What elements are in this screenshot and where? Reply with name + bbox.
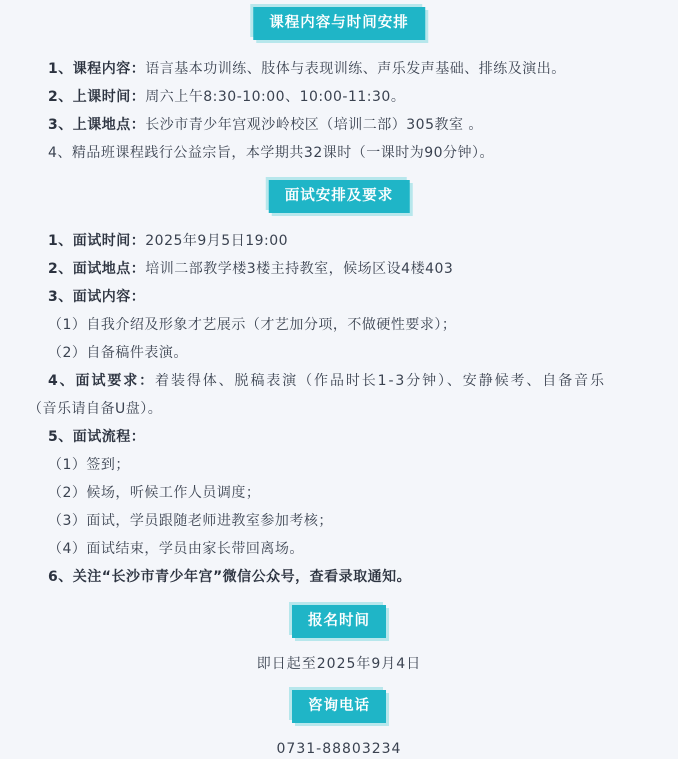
interview-flow-label: 5、面试流程： (48, 429, 146, 445)
interview-place-value: 培训二部教学楼3楼主持教室，候场区设4楼403 (145, 261, 454, 277)
interview-place-line (48, 259, 670, 279)
interview-place-label: 2、面试地点： (48, 261, 146, 277)
section-banner-contact: 咨询电话 (292, 690, 386, 723)
interview-time-line (48, 231, 670, 251)
interview-time-label: 1、面试时间： (48, 233, 146, 249)
class-time-num: 2、 (48, 89, 73, 105)
class-time-text: 周六上午8:30-10:00、10:00-11:30。 (145, 89, 406, 105)
course-hours-line (48, 143, 670, 163)
section-banner-interview: 面试安排及要求 (269, 180, 410, 213)
interview-requirement-label: 4、面试要求： (48, 373, 156, 389)
course-content-line (48, 59, 670, 79)
interview-flow-line (48, 427, 670, 447)
course-content-label: 课程内容： (72, 61, 146, 77)
course-hours-num: 4、 (48, 145, 72, 161)
class-time-line (48, 87, 670, 107)
course-content-text: 语言基本功训练、肢体与表现训练、声乐发声基础、排练及演出。 (145, 61, 566, 77)
interview-flow-item: （2）候场，听候工作人员调度； (48, 485, 261, 501)
follow-notice-line (48, 567, 670, 587)
interview-flow-item: （4）面试结束，学员由家长带回离场。 (48, 541, 304, 557)
class-time-label: 上课时间： (72, 89, 146, 105)
interview-content-item: （2）自备稿件表演。 (48, 345, 188, 361)
class-location-label: 上课地点： (72, 117, 146, 133)
class-location-text: 长沙市青少年宫观沙岭校区（培训二部）305教室 。 (145, 117, 483, 133)
interview-flow-item: （3）面试，学员跟随老师进教室参加考核； (48, 513, 333, 529)
course-content-num: 1、 (48, 61, 73, 77)
registration-period: 即日起至2025年9月4日 (256, 656, 422, 672)
interview-requirement-line (48, 371, 670, 391)
interview-content-line (48, 287, 670, 307)
interview-time-value: 2025年9月5日19:00 (145, 233, 289, 249)
interview-content-label: 3、面试内容： (48, 289, 146, 305)
interview-content-item: （1）自我介绍及形象才艺展示（才艺加分项，不做硬性要求）； (48, 317, 457, 333)
interview-flow-item: （1）签到； (48, 457, 130, 473)
follow-notice-text: 6、关注“长沙市青少年宫”微信公众号，查看录取通知。 (48, 569, 412, 585)
course-hours-text: 精品班课程践行公益宗旨，本学期共32课时（一课时为90分钟）。 (71, 145, 495, 161)
class-location-line (48, 115, 670, 135)
section-banner-registration: 报名时间 (292, 605, 386, 638)
class-location-num: 3、 (48, 117, 73, 133)
section-banner-course: 课程内容与时间安排 (253, 7, 425, 40)
contact-phone: 0731-88803234 (276, 741, 402, 757)
interview-requirement-continued: （音乐请自备U盘）。 (28, 401, 163, 417)
interview-requirement-value: 着装得体、脱稿表演（作品时长1-3分钟）、安静候考、自备音乐 (155, 373, 606, 389)
